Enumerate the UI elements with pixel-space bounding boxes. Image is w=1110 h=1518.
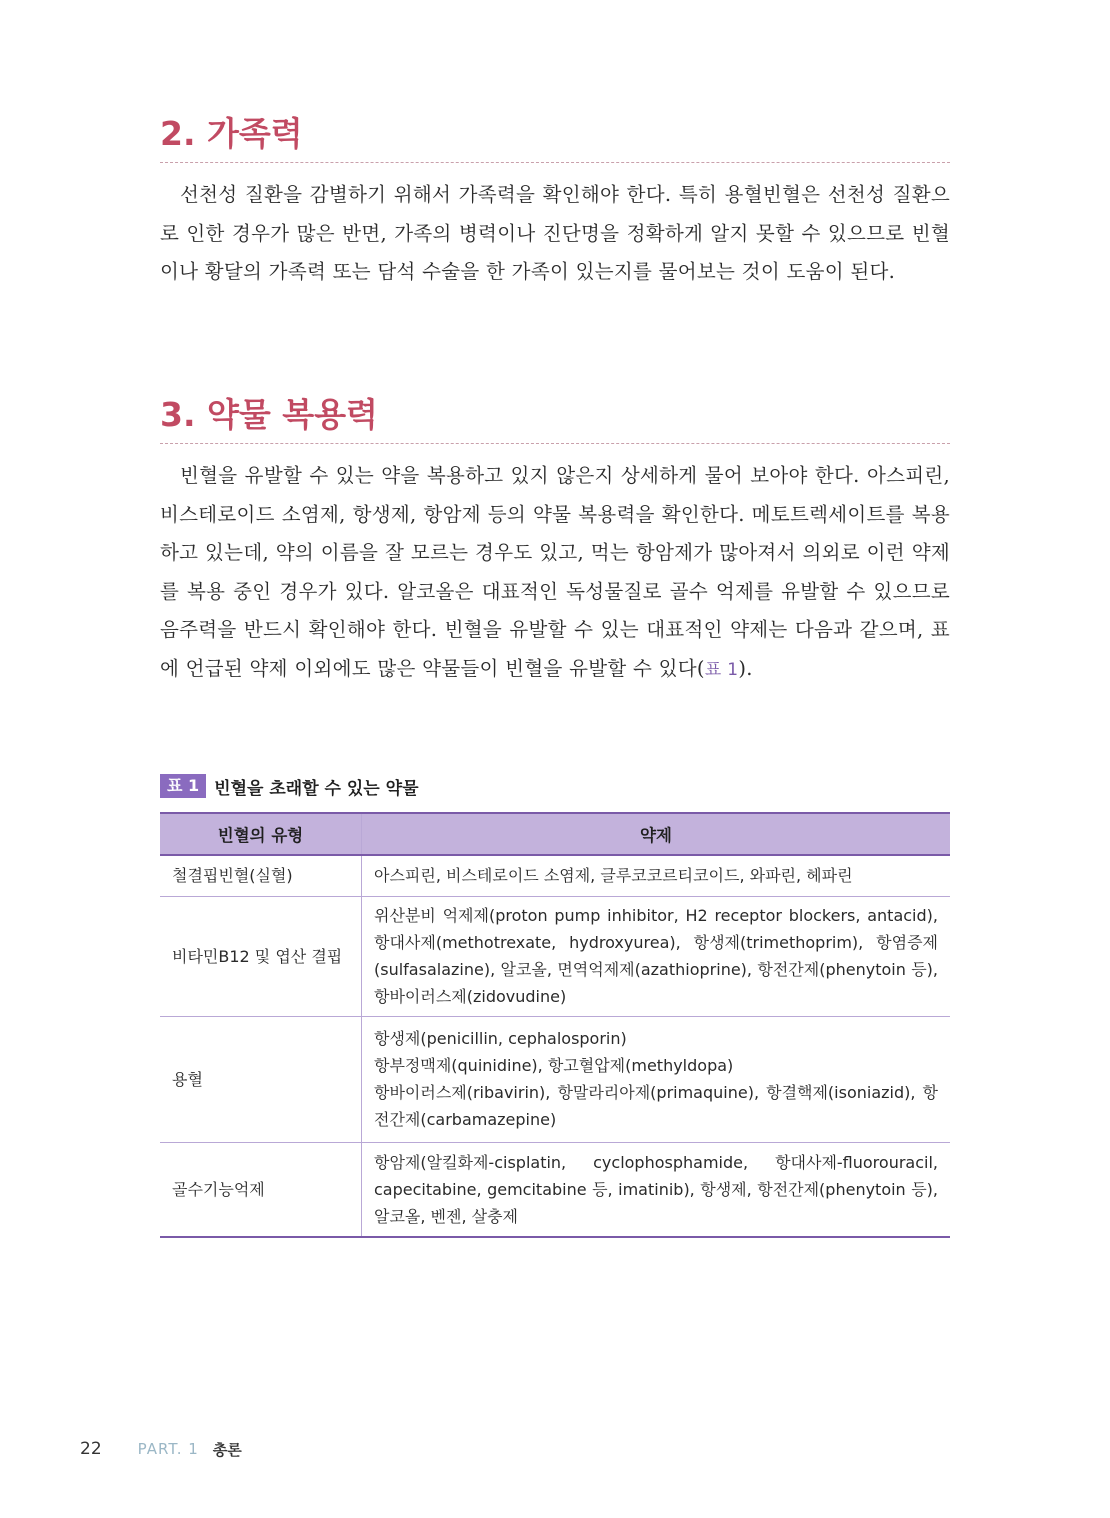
table-title: 빈혈을 초래할 수 있는 약물 [214,778,419,799]
section-divider [160,443,950,444]
page-number: 22 [80,1439,102,1459]
section-title-medication-history: 3. 약물 복용력 [160,395,378,434]
drug-line: 위산분비 억제제(proton pump inhibitor, H2 receptor blockers, antacid), 항대사제(methotrexate, hydroxyurea), 항생제(trimethoprim), 항염증제(sulfasalazine), 알코올, 면역억제제(azathioprine), 항전간제(phenytoin 등), 항바이러스제(zidovudine) [374,906,938,1006]
table-reference-link[interactable]: 표 1 [704,659,739,680]
anemia-drugs-table [160,812,950,1238]
drug-line: 아스피린, 비스테로이드 소염제, 글루코코르티코이드, 와파린, 헤파린 [374,866,853,886]
drug-line: 항부정맥제(quinidine), 항고혈압제(methyldopa) [374,1056,734,1075]
medication-history-text: 빈혈을 유발할 수 있는 약을 복용하고 있지 않은지 상세하게 물어 보아야 한다. 아스피린, 비스테로이드 소염제, 항생제, 항암제 등의 약물 복용력을 확인한다. 메토트렉세이트를 복용하고 있는데, 약의 이름을 잘 모르는 경우도 있고, 먹는 항암제가 많아져서 의외로 이런 약제를 복용 중인 경우가 있다. 알코올은 대표적인 독성물질로 골수 억제를 유발할 수 있으므로 음주력을 반드시 확인해야 한다. 빈혈을 유발할 수 있는 대표적인 약제는 다음과 같으며, 표에 언급된 약제 이외에도 많은 약물들이 빈혈을 유발할 수 있다 [160,464,950,680]
table-row [160,1016,950,1142]
drugs-cell [362,855,951,896]
part-label: PART. 1 [137,1440,199,1458]
table-caption [160,773,419,799]
table-row [160,896,950,1016]
page-footer [80,1436,242,1462]
drugs-cell [362,896,951,1016]
drug-line: 항암제(알킬화제-cisplatin, cyclophosphamide, 항대사제-fluorouracil, capecitabine, gemcitabine 등, imatinib), 항생제, 항전간제(phenytoin 등), 알코올, 벤젠, 살충제 [374,1152,938,1226]
anemia-type-cell: 철결핍빈혈(실혈) [160,855,362,896]
table-ref-close: ). [738,656,753,680]
section-title-family-history: 2. 가족력 [160,114,303,153]
anemia-type-cell: 비타민B12 및 엽산 결핍 [160,896,362,1016]
table-row [160,855,950,896]
drugs-cell [362,1142,951,1237]
header-drugs: 약제 [362,813,951,855]
section-divider [160,162,950,163]
table-ref-open: ( [696,656,705,680]
drugs-cell [362,1016,951,1142]
table-label: 표 1 [160,774,206,798]
header-anemia-type: 빈혈의 유형 [160,813,362,855]
medication-history-paragraph [160,457,950,689]
drug-line: 항생제(penicillin, cephalosporin) [374,1029,627,1048]
anemia-type-cell: 용혈 [160,1016,362,1142]
drug-line: 항바이러스제(ribavirin), 항말라리아제(primaquine), 항결핵제(isoniazid), 항전간제(carbamazepine) [374,1083,938,1129]
table-header-row [160,813,950,855]
table-row [160,1142,950,1237]
part-name: 총론 [212,1440,242,1459]
family-history-paragraph: 선천성 질환을 감별하기 위해서 가족력을 확인해야 한다. 특히 용혈빈혈은 선천성 질환으로 인한 경우가 많은 반면, 가족의 병력이나 진단명을 정확하게 알지 못할 수 있으므로 빈혈이나 황달의 가족력 또는 담석 수술을 한 가족이 있는지를 물어보는 것이 도움이 된다. [160,183,950,283]
anemia-type-cell: 골수기능억제 [160,1142,362,1237]
